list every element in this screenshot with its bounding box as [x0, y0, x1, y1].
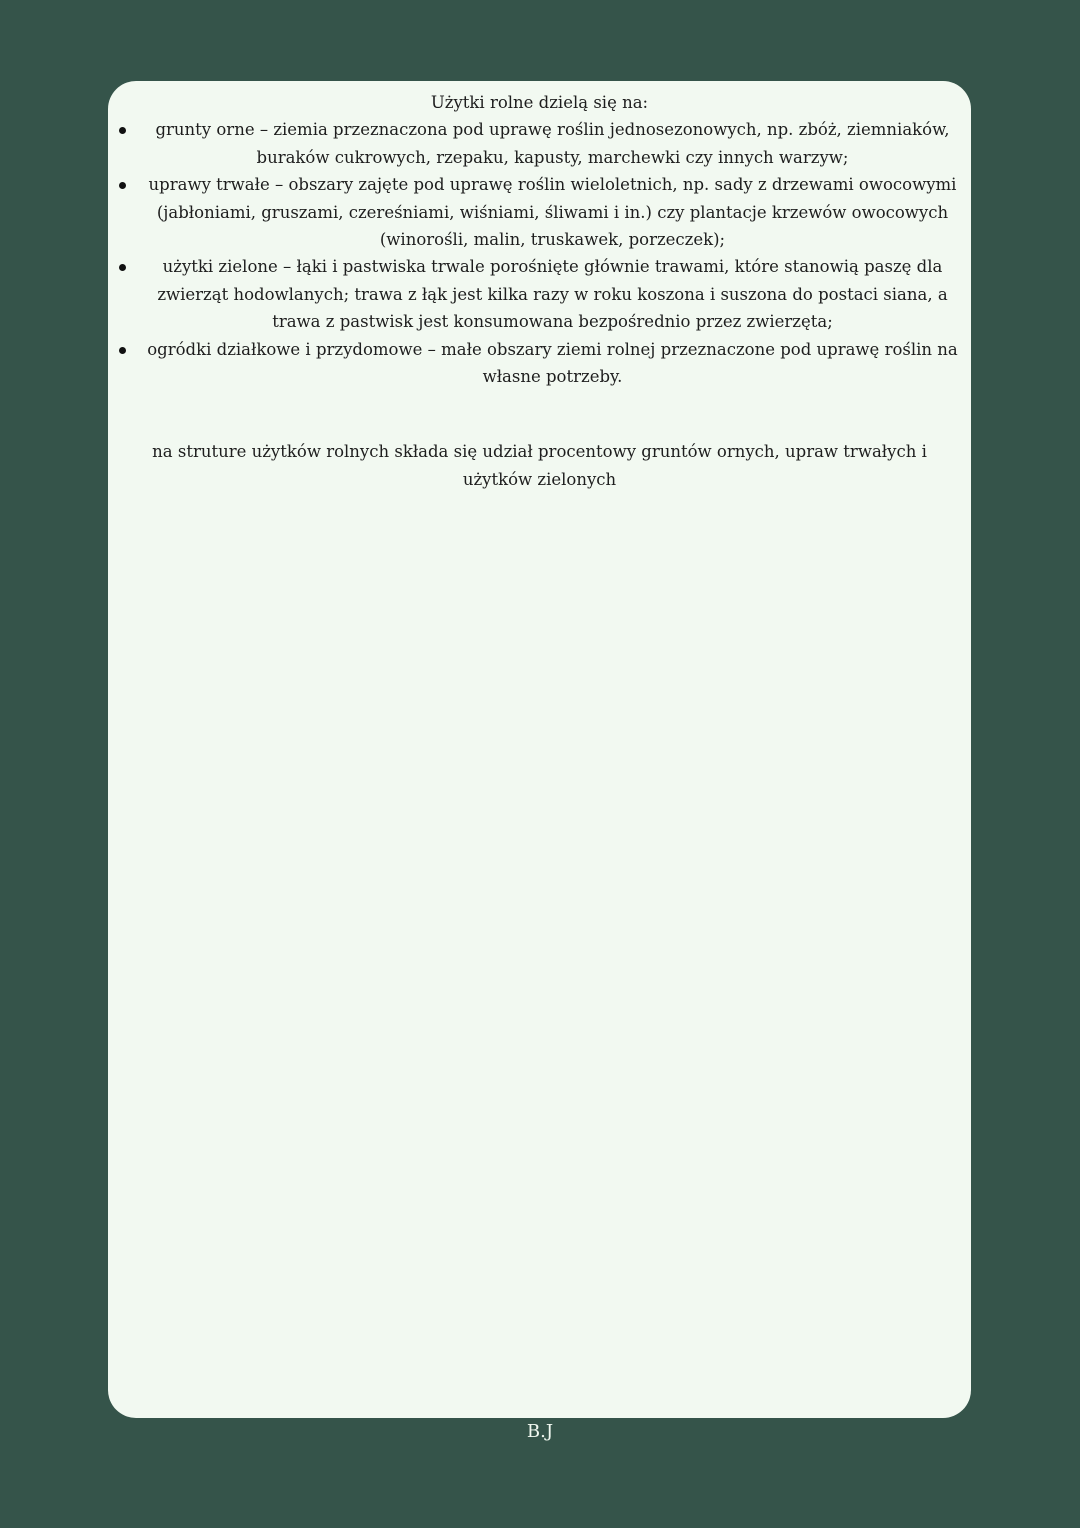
- note-card: [108, 81, 971, 1418]
- land-use-list: [108, 116, 971, 390]
- list-item-text: ogródki działkowe i przydomowe – małe obszary ziemi rolnej przeznaczone pod uprawę roślin na własne potrzeby.: [147, 339, 958, 387]
- bullet-icon: [119, 127, 126, 134]
- list-item-text: użytki zielone – łąki i pastwiska trwale porośnięte głównie trawami, które stanowią paszę dla zwierząt hodowlanych; trawa z łąk jest kilka razy w roku koszona i suszona do postaci siana, a trawa z pastwisk jest konsumowana bezpośrednio przez zwierzęta;: [157, 257, 948, 332]
- list-item-gardens: [108, 336, 971, 391]
- note-text: [108, 89, 971, 493]
- bullet-icon: [119, 182, 126, 189]
- bullet-icon: [119, 347, 126, 354]
- list-item-text: grunty orne – ziemia przeznaczona pod uprawę roślin jednosezonowych, np. zbóż, ziemniaków, buraków cukrowych, rzepaku, kapusty, marchewki czy innych warzyw;: [155, 120, 950, 167]
- summary-paragraph: na struture użytków rolnych składa się udział procentowy gruntów ornych, upraw trwałych i użytków zielonych: [152, 442, 927, 489]
- list-item-arable-land: [108, 116, 971, 171]
- list-item-grasslands: [108, 253, 971, 335]
- section-heading: Użytki rolne dzielą się na:: [430, 93, 649, 112]
- author-signature: B.J: [526, 1421, 554, 1442]
- bullet-icon: [119, 264, 126, 271]
- list-item-text: uprawy trwałe – obszary zajęte pod uprawę roślin wieloletnich, np. sady z drzewami owocowymi (jabłoniami, gruszami, czereśniami, wiśniami, śliwami i in.) czy plantacje krzewów owocowych (winorośli, malin, truskawek, porzeczek);: [148, 175, 957, 250]
- list-item-permanent-crops: [108, 171, 971, 253]
